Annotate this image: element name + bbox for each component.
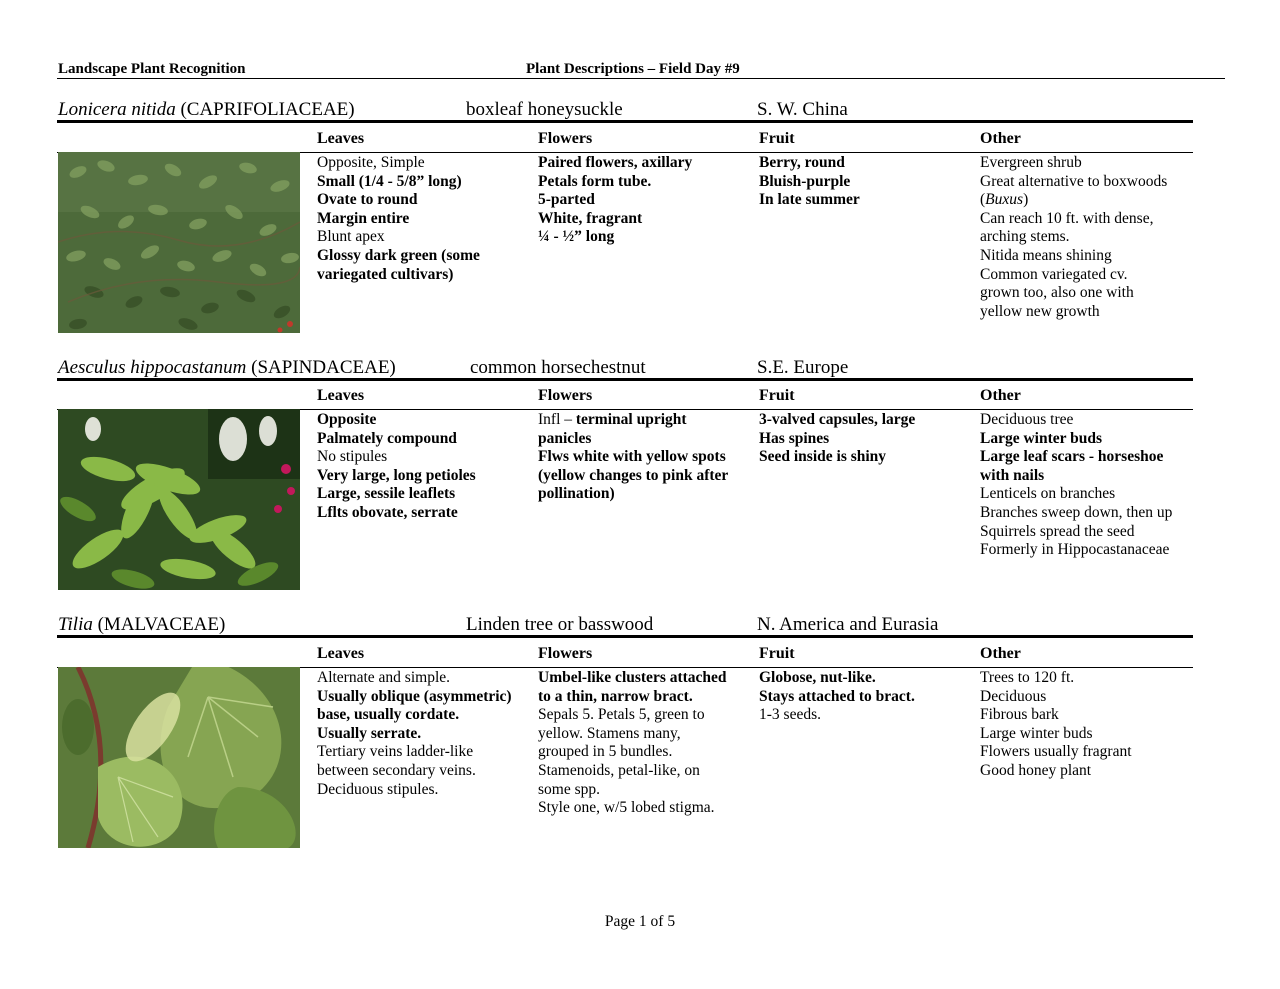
column-header-leaves: Leaves	[317, 387, 365, 404]
fruit-line: In late summer	[759, 191, 860, 209]
leaves-line: Opposite	[317, 411, 377, 428]
column-header-other: Other	[980, 130, 1021, 147]
column-header-fruit: Fruit	[759, 645, 795, 662]
other-line: yellow new growth	[980, 302, 1100, 320]
column-header-leaves: Leaves	[317, 645, 365, 662]
flowers-line-emphasis: terminal upright	[575, 411, 687, 428]
scientific-name: Lonicera nitida	[58, 99, 176, 120]
flowers-line: Sepals 5. Petals 5, green to	[538, 706, 705, 724]
flowers-line: panicles	[538, 429, 592, 447]
other-line: Deciduous	[980, 687, 1047, 705]
other-line: Lenticels on branches	[980, 485, 1116, 503]
fruit-column	[759, 669, 915, 725]
flowers-line: 5-parted	[538, 191, 595, 209]
flowers-line: pollination)	[538, 485, 615, 503]
flowers-line: Flws white with yellow spots	[538, 448, 726, 466]
scientific-name: Tilia	[58, 614, 93, 635]
horsechestnut-foliage-photo	[58, 409, 300, 590]
leaves-line: base, usually cordate.	[317, 706, 460, 724]
leaves-line: Large, sessile leaflets	[317, 485, 456, 503]
column-header-flowers: Flowers	[538, 130, 593, 147]
other-line: grown too, also one with	[980, 284, 1134, 302]
other-line: Good honey plant	[980, 761, 1092, 779]
section-rule-thick	[57, 120, 1193, 123]
plant-title	[58, 99, 355, 121]
other-line: Flowers usually fragrant	[980, 743, 1132, 761]
other-line: Formerly in Hippocastanaceae	[980, 541, 1170, 559]
leaves-line: variegated cultivars)	[317, 265, 454, 283]
flowers-line-prefix: Infl –	[538, 411, 576, 428]
leaves-line: Deciduous stipules.	[317, 780, 439, 798]
origin: S.E. Europe	[757, 357, 849, 378]
flowers-line: ¼ - ½” long	[538, 228, 615, 246]
document-header-center: Plant Descriptions – Field Day #9	[526, 61, 740, 77]
fruit-line: Has spines	[759, 429, 830, 447]
leaves-line: Margin entire	[317, 209, 410, 227]
column-header-leaves: Leaves	[317, 130, 365, 147]
leaves-line: Blunt apex	[317, 228, 385, 246]
other-line: Deciduous tree	[980, 411, 1074, 428]
column-header-fruit: Fruit	[759, 387, 795, 404]
fruit-line: 3-valved capsules, large	[759, 411, 916, 428]
fruit-column	[759, 411, 915, 467]
other-line: Common variegated cv.	[980, 265, 1128, 283]
flowers-column	[538, 411, 728, 504]
column-header-flowers: Flowers	[538, 645, 593, 662]
leaves-column	[317, 154, 480, 284]
other-line: Branches sweep down, then up	[980, 503, 1173, 521]
other-column	[980, 411, 1172, 560]
origin: S. W. China	[757, 99, 848, 120]
flowers-line: yellow. Stamens many,	[538, 724, 681, 742]
flowers-line: Stamenoids, petal-like, on	[538, 761, 700, 779]
fruit-line: Globose, nut-like.	[759, 669, 876, 686]
flowers-line: Style one, w/5 lobed stigma.	[538, 799, 715, 817]
other-line: Can reach 10 ft. with dense,	[980, 209, 1154, 227]
leaves-line: Opposite, Simple	[317, 154, 425, 171]
leaves-line: Very large, long petioles	[317, 466, 476, 484]
other-line: Evergreen shrub	[980, 154, 1082, 171]
column-header-other: Other	[980, 387, 1021, 404]
section-rule-thick	[57, 378, 1193, 381]
leaves-line: Usually oblique (asymmetric)	[317, 687, 512, 705]
leaves-column	[317, 411, 476, 523]
plant-title	[58, 614, 225, 636]
flowers-line: to a thin, narrow bract.	[538, 687, 693, 705]
leaves-line: No stipules	[317, 448, 388, 466]
section-rule-thick	[57, 635, 1193, 638]
honeysuckle-foliage-photo	[58, 152, 300, 333]
common-name: boxleaf honeysuckle	[466, 99, 623, 120]
leaves-line: Tertiary veins ladder-like	[317, 743, 474, 761]
family-name: (MALVACEAE)	[97, 614, 226, 635]
other-line: Great alternative to boxwoods	[980, 172, 1168, 190]
origin: N. America and Eurasia	[757, 614, 939, 635]
other-line: Nitida means shining	[980, 246, 1112, 264]
page-number: Page 1 of 5	[604, 913, 676, 930]
flowers-line: Umbel-like clusters attached	[538, 669, 727, 686]
leaves-line: between secondary veins.	[317, 761, 476, 779]
common-name: common horsechestnut	[470, 357, 646, 378]
header-rule	[57, 78, 1225, 79]
other-line: Squirrels spread the seed	[980, 522, 1135, 540]
linden-leaves-photo	[58, 667, 300, 848]
fruit-line: Seed inside is shiny	[759, 448, 887, 466]
leaves-line: Lflts obovate, serrate	[317, 503, 458, 521]
fruit-column	[759, 154, 860, 210]
fruit-line: Bluish-purple	[759, 172, 851, 190]
flowers-column	[538, 669, 727, 818]
column-header-flowers: Flowers	[538, 387, 593, 404]
flowers-line: some spp.	[538, 780, 600, 798]
leaves-line: Small (1/4 - 5/8” long)	[317, 172, 462, 190]
family-name: (CAPRIFOLIACEAE)	[180, 99, 355, 120]
leaves-line: Palmately compound	[317, 429, 457, 447]
scientific-name: Aesculus hippocastanum	[58, 357, 247, 378]
genus-italic: Buxus	[985, 191, 1024, 209]
common-name: Linden tree or basswood	[466, 614, 654, 635]
leaves-line: Usually serrate.	[317, 724, 422, 742]
other-line: Large leaf scars - horseshoe	[980, 448, 1164, 466]
other-line: with nails	[980, 466, 1045, 484]
column-header-fruit: Fruit	[759, 130, 795, 147]
other-column	[980, 669, 1132, 781]
fruit-line: Stays attached to bract.	[759, 687, 915, 705]
column-header-other: Other	[980, 645, 1021, 662]
leaves-line: Alternate and simple.	[317, 669, 450, 686]
fruit-line: 1-3 seeds.	[759, 706, 821, 724]
other-line: arching stems.	[980, 228, 1070, 246]
document-header-left: Landscape Plant Recognition	[58, 61, 246, 77]
flowers-line: White, fragrant	[538, 209, 643, 227]
flowers-line	[538, 411, 728, 430]
other-column	[980, 154, 1167, 321]
other-line: (Buxus)	[980, 191, 1029, 209]
flowers-line: Petals form tube.	[538, 172, 652, 190]
leaves-line: Glossy dark green (some	[317, 246, 480, 264]
leaves-column	[317, 669, 512, 799]
flowers-column	[538, 154, 692, 247]
family-name: (SAPINDACEAE)	[251, 357, 396, 378]
other-line: Large winter buds	[980, 724, 1093, 742]
plant-title	[58, 357, 396, 379]
flowers-line: grouped in 5 bundles.	[538, 743, 673, 761]
flowers-line: (yellow changes to pink after	[538, 466, 729, 484]
other-line: Fibrous bark	[980, 706, 1059, 724]
flowers-line: Paired flowers, axillary	[538, 154, 693, 171]
other-line: Trees to 120 ft.	[980, 669, 1075, 686]
leaves-line: Ovate to round	[317, 191, 418, 209]
fruit-line: Berry, round	[759, 154, 845, 171]
other-line: Large winter buds	[980, 429, 1103, 447]
